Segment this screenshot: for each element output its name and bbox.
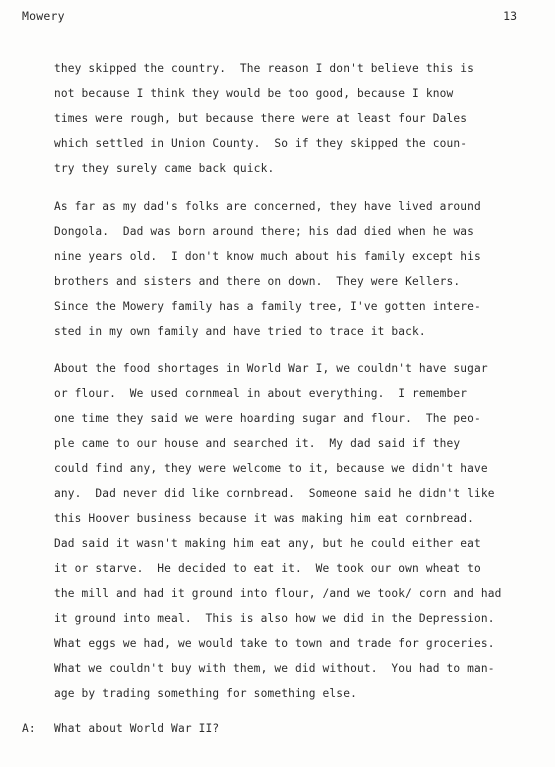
paragraph-3-line-3: one time they said we were hoarding sugar and flour. The peo- [54, 412, 481, 425]
paragraph-1-line-4: which settled in Union County. So if they skipped the coun- [54, 137, 468, 150]
paragraph-1-line-3: times were rough, but because there were at least four Dales [54, 112, 468, 125]
paragraph-3-line-10: the mill and had it ground into flour, /and we took/ corn and had [54, 587, 502, 600]
page-number: 13 [503, 9, 517, 23]
question-speaker: A: [22, 722, 36, 735]
paragraph-1-line-2: not because I think they would be too good, because I know [54, 87, 454, 100]
paragraph-3-line-7: this Hoover business because it was making him eat cornbread. [54, 512, 475, 525]
paragraph-1-line-5: try they surely came back quick. [54, 162, 275, 175]
paragraph-2-line-3: nine years old. I don't know much about his family except his [54, 250, 481, 263]
paragraph-2-line-6: sted in my own family and have tried to trace it back. [54, 325, 426, 338]
paragraph-3-line-11: it ground into meal. This is also how we did in the Depression. [54, 612, 495, 625]
paragraph-2-line-4: brothers and sisters and there on down. They were Kellers. [54, 275, 461, 288]
paragraph-1-line-1: they skipped the country. The reason I don't believe this is [54, 62, 475, 75]
question-text: What about World War II? [54, 722, 220, 735]
paragraph-3-line-9: it or starve. He decided to eat it. We took our own wheat to [54, 562, 481, 575]
paragraph-2-line-2: Dongola. Dad was born around there; his dad died when he was [54, 225, 475, 238]
header-name: Mowery [22, 9, 65, 23]
paragraph-3-line-8: Dad said it wasn't making him eat any, but he could either eat [54, 537, 481, 550]
paragraph-3-line-4: ple came to our house and searched it. My dad said if they [54, 437, 461, 450]
paragraph-3-line-5: could find any, they were welcome to it, because we didn't have [54, 462, 488, 475]
paragraph-3-line-1: About the food shortages in World War I, we couldn't have sugar [54, 362, 488, 375]
paragraph-3-line-13: What we couldn't buy with them, we did without. You had to man- [54, 662, 495, 675]
paragraph-3-line-2: or flour. We used cornmeal in about everything. I remember [54, 387, 468, 400]
paragraph-2-line-5: Since the Mowery family has a family tree, I've gotten intere- [54, 300, 481, 313]
paragraph-3-line-14: age by trading something for something else. [54, 687, 357, 700]
paragraph-2-line-1: As far as my dad's folks are concerned, they have lived around [54, 200, 481, 213]
paragraph-3-line-6: any. Dad never did like cornbread. Someone said he didn't like [54, 487, 495, 500]
paragraph-3-line-12: What eggs we had, we would take to town and trade for groceries. [54, 637, 495, 650]
